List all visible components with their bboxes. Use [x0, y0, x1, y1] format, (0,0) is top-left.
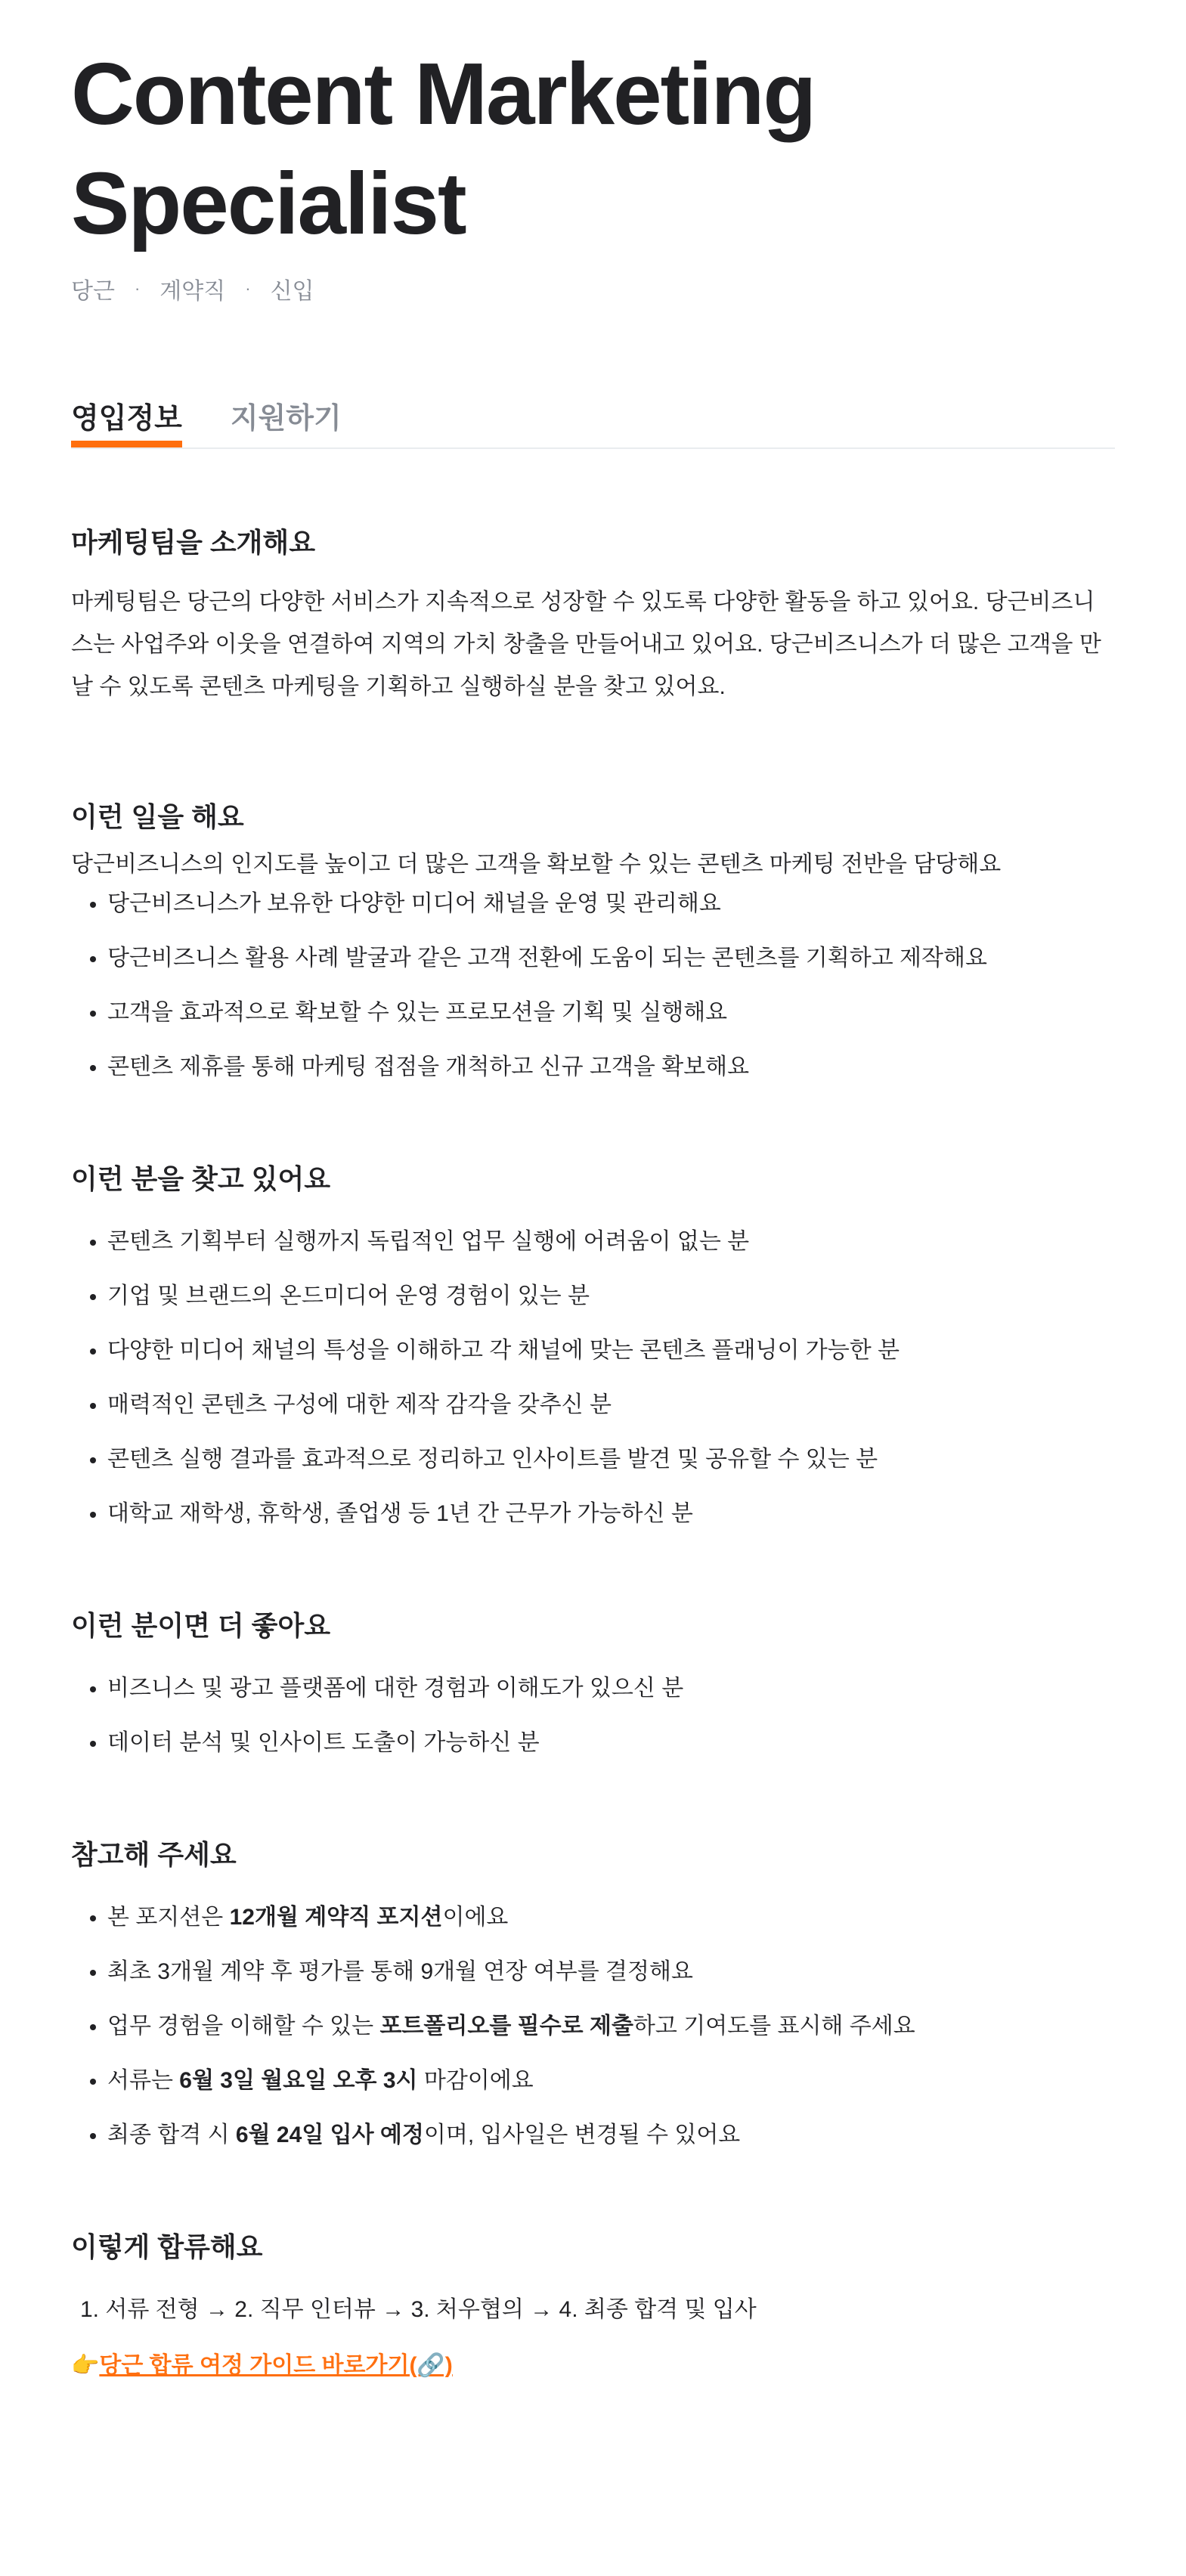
section-heading: 이런 분이면 더 좋아요 — [71, 1610, 330, 1641]
responsibilities-list — [71, 889, 1115, 1082]
tab-bar — [71, 390, 1115, 449]
list-item: • 콘텐츠 실행 결과를 효과적으로 정리하고 인사이트를 발견 및 공유할 수 있는 분 — [107, 1444, 1115, 1475]
hiring-guide-link[interactable]: 당근 합류 여정 가이드 바로가기(🔗) — [99, 2353, 453, 2378]
note-text: 업무 경험을 이해할 수 있는 — [107, 2014, 380, 2039]
list-item: • 고객을 효과적으로 확보할 수 있는 프로모션을 기획 및 실행해요 — [107, 998, 1115, 1028]
tab-apply[interactable]: 지원하기 — [230, 403, 342, 435]
note-text: 서류는 — [107, 2068, 180, 2093]
list-item: • 데이터 분석 및 인사이트 도출이 가능하신 분 — [107, 1728, 1115, 1758]
list-item: • 콘텐츠 기획부터 실행까지 독립적인 업무 실행에 어려움이 없는 분 — [107, 1227, 1115, 1257]
arrow-right-icon: → — [530, 2297, 553, 2322]
meta-career-level: 신입 — [270, 279, 314, 304]
section-requirements — [71, 1158, 1115, 1529]
note-text: 하고 기여도를 표시해 주세요 — [633, 2014, 915, 2039]
list-item: • 매력적인 콘텐츠 구성에 대한 제작 감각을 갖추신 분 — [107, 1390, 1115, 1420]
requirements-list — [71, 1227, 1115, 1529]
list-item — [107, 2011, 1115, 2042]
section-responsibilities — [71, 796, 1115, 1082]
note-text: 이에요 — [442, 1905, 509, 1930]
pointing-hand-icon: 👉 — [71, 2353, 100, 2378]
process-step: 2. 직무 인터뷰 — [234, 2297, 376, 2322]
note-emphasis: 12개월 계약직 포지션 — [229, 1905, 443, 1930]
list-item — [107, 2066, 1115, 2096]
list-item — [107, 2120, 1115, 2150]
note-text: 본 포지션은 — [107, 1905, 230, 1930]
section-body: 마케팅팀은 당근의 다양한 서비스가 지속적으로 성장할 수 있도록 다양한 활동을 하고 있어요. 당근비즈니스는 사업주와 이웃을 연결하여 지역의 가치 창출을 만들어내고 있어요. 당근비즈니스가 더 많은 고객을 만날 수 있도록 콘텐츠 마케팅을 기획하고 실행하실 분을 찾고 있어요. — [71, 590, 1101, 699]
notes-list — [71, 1903, 1115, 2150]
list-item: • 당근비즈니스 활용 사례 발굴과 같은 고객 전환에 도움이 되는 콘텐츠를 기획하고 제작해요 — [107, 943, 1115, 974]
note-emphasis: 포트폴리오를 필수로 제출 — [379, 2014, 633, 2039]
list-item — [107, 1957, 1115, 1987]
process-step: 3. 처우협의 — [410, 2297, 524, 2322]
note-text: 마감이에요 — [417, 2068, 534, 2093]
process-step: 4. 최종 합격 및 입사 — [559, 2297, 757, 2322]
process-steps — [71, 2295, 1115, 2325]
list-item: • 비즈니스 및 광고 플랫폼에 대한 경험과 이해도가 있으신 분 — [107, 1673, 1115, 1704]
note-text: 이며, 입사일은 변경될 수 있어요 — [423, 2122, 741, 2147]
meta-company: 당근 — [71, 279, 115, 304]
list-item: • 당근비즈니스가 보유한 다양한 미디어 채널을 운영 및 관리해요 — [107, 889, 1115, 919]
meta-separator: · — [245, 279, 251, 298]
meta-separator: · — [134, 279, 141, 298]
section-heading: 이렇게 합류해요 — [71, 2231, 263, 2262]
section-heading: 이런 분을 찾고 있어요 — [71, 1163, 330, 1194]
section-heading: 이런 일을 해요 — [71, 801, 244, 832]
list-item — [107, 1903, 1115, 1933]
note-text: 최종 합격 시 — [107, 2122, 236, 2147]
list-item: • 대학교 재학생, 휴학생, 졸업생 등 1년 간 근무가 가능하신 분 — [107, 1499, 1115, 1529]
note-emphasis: 6월 24일 입사 예정 — [235, 2122, 424, 2147]
section-team-intro — [71, 522, 1115, 708]
tab-job-info[interactable]: 영입정보 — [71, 390, 182, 447]
note-text: 최초 3개월 계약 후 평가를 통해 9개월 연장 여부를 결정해요 — [107, 1959, 693, 1984]
arrow-right-icon: → — [205, 2297, 228, 2322]
section-lead: 당근비즈니스의 인지도를 높이고 더 많은 고객을 확보할 수 있는 콘텐츠 마케팅 전반을 담당해요 — [71, 852, 1002, 877]
section-heading: 참고해 주세요 — [71, 1839, 237, 1870]
guide-link-row — [71, 2325, 1115, 2379]
section-hiring-process — [71, 2226, 1115, 2379]
note-emphasis: 6월 3일 월요일 오후 3시 — [179, 2068, 418, 2093]
list-item: • 콘텐츠 제휴를 통해 마케팅 접점을 개척하고 신규 고객을 확보해요 — [107, 1052, 1115, 1082]
section-preferred — [71, 1605, 1115, 1758]
preferred-list — [71, 1673, 1115, 1758]
section-notes — [71, 1834, 1115, 2150]
section-heading: 마케팅팀을 소개해요 — [71, 527, 315, 558]
process-step: 1. 서류 전형 — [80, 2297, 200, 2322]
job-meta — [71, 272, 1115, 305]
arrow-right-icon: → — [382, 2297, 405, 2322]
list-item: • 다양한 미디어 채널의 특성을 이해하고 각 채널에 맞는 콘텐츠 플래닝이 가능한 분 — [107, 1336, 1115, 1366]
list-item: • 기업 및 브랜드의 온드미디어 운영 경험이 있는 분 — [107, 1281, 1115, 1311]
meta-employment-type: 계약직 — [159, 279, 226, 304]
job-title: Content Marketing Specialist — [71, 45, 816, 252]
